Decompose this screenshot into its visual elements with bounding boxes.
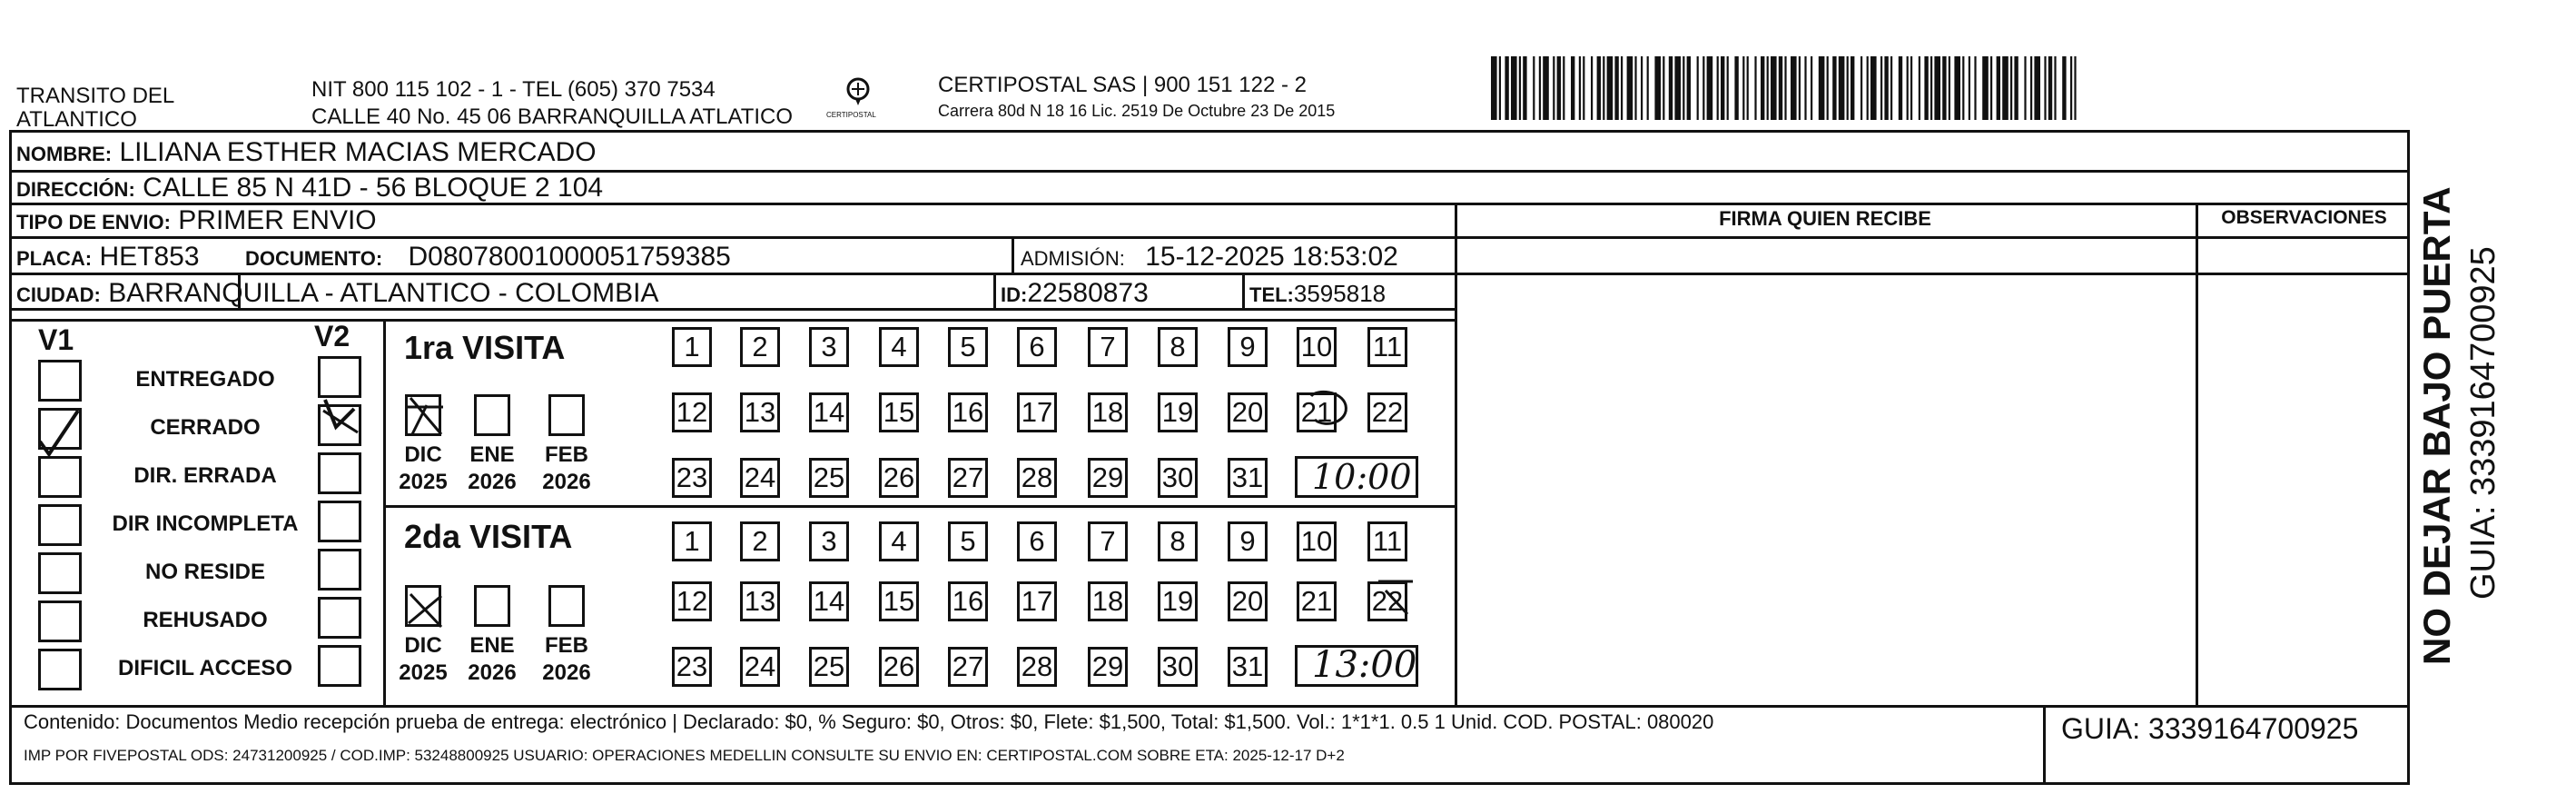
- first-visit-day-cell[interactable]: 1: [672, 327, 712, 367]
- row-line: [1455, 273, 2410, 275]
- first-visit-day-cell[interactable]: 16: [948, 392, 988, 432]
- barcode-bar: [2014, 56, 2018, 120]
- barcode-bar: [1703, 56, 1704, 120]
- signature-header: FIRMA QUIEN RECIBE: [1719, 207, 1931, 230]
- first-visit-day-cell[interactable]: 25: [809, 458, 849, 498]
- side-guia: GUIA: 3339164700925: [2464, 246, 2502, 600]
- barcode-bar: [1880, 56, 1882, 120]
- first-visit-day-cell[interactable]: 21: [1297, 392, 1337, 432]
- barcode-bar: [1511, 56, 1517, 120]
- type-label: TIPO DE ENVIO:: [16, 211, 171, 233]
- barcode-bar: [1847, 56, 1849, 120]
- status-reason-label: DIR. ERRADA: [133, 463, 277, 488]
- first-visit-day-cell[interactable]: 12: [672, 392, 712, 432]
- barcode-bar: [1491, 56, 1497, 120]
- v1-label: V1: [38, 323, 74, 356]
- second-visit-day-cell[interactable]: 31: [1228, 647, 1268, 687]
- second-visit-day-cell[interactable]: 1: [672, 521, 712, 561]
- barcode-bar: [1591, 56, 1593, 120]
- first-visit-day-cell[interactable]: 30: [1158, 458, 1198, 498]
- status-reason-label: DIFICIL ACCESO: [117, 656, 292, 680]
- first-visit-day-cell[interactable]: 5: [948, 327, 988, 367]
- first-visit-day-cell[interactable]: 10: [1297, 327, 1337, 367]
- col-line: [1455, 203, 1457, 705]
- first-visit-day-cell[interactable]: 17: [1017, 392, 1057, 432]
- second-visit-day-cell[interactable]: 23: [672, 647, 712, 687]
- barcode-bar: [1771, 56, 1777, 120]
- observations-header: OBSERVACIONES: [2221, 207, 2387, 228]
- barcode-bar: [1603, 56, 1604, 120]
- barcode-bar: [1791, 56, 1797, 120]
- barcode-bar: [1884, 56, 1888, 120]
- month-year: 2026: [468, 470, 517, 494]
- month-name: DIC: [404, 442, 442, 467]
- barcode-bar: [1997, 56, 2000, 120]
- recipient-address: CALLE 85 N 41D - 56 BLOQUE 2 104: [143, 173, 604, 203]
- first-visit-day-cell[interactable]: 27: [948, 458, 988, 498]
- tel-value: 3595818: [1293, 280, 1387, 307]
- second-visit-day-cell[interactable]: 25: [809, 647, 849, 687]
- barcode-bar: [2010, 56, 2012, 120]
- barcode-bar: [1505, 56, 1508, 120]
- first-visit-day-cell[interactable]: 3: [809, 327, 849, 367]
- id-value: 22580873: [1027, 278, 1149, 308]
- first-visit-day-cell[interactable]: 22: [1367, 392, 1407, 432]
- barcode-bar: [1851, 56, 1854, 120]
- first-visit-day-cell[interactable]: 7: [1088, 327, 1128, 367]
- city-value: BARRANQUILLA - ATLANTICO - COLOMBIA: [108, 278, 659, 308]
- barcode-bar: [1747, 56, 1749, 120]
- barcode-bar: [1784, 56, 1786, 120]
- barcode-bar: [1727, 56, 1729, 120]
- second-visit-day-cell[interactable]: 18: [1088, 581, 1128, 621]
- barcode-bar: [2002, 56, 2008, 120]
- barcode-bar: [2062, 56, 2066, 120]
- barcode-bar: [1553, 56, 1554, 120]
- barcode-bar: [1819, 56, 1825, 120]
- first-visit-day-cell[interactable]: 6: [1017, 327, 1057, 367]
- barcode-bar: [1674, 56, 1681, 120]
- tel-label: TEL:: [1249, 283, 1294, 306]
- footer-guia: GUIA: 3339164700925: [2061, 712, 2359, 745]
- first-visit-day-cell[interactable]: 20: [1228, 392, 1268, 432]
- issuer-line1: TRANSITO DEL: [16, 84, 175, 108]
- nit-line: NIT 800 115 102 - 1 - TEL (605) 370 7534: [311, 77, 716, 102]
- second-visit-day-cell[interactable]: 16: [948, 581, 988, 621]
- second-visit-day-cell[interactable]: 13: [740, 581, 780, 621]
- second-visit-day-cell[interactable]: 11: [1367, 521, 1407, 561]
- first-visit-day-cell[interactable]: 11: [1367, 327, 1407, 367]
- month-name: ENE: [469, 442, 515, 467]
- second-visit-day-cell[interactable]: 29: [1088, 647, 1128, 687]
- barcode-bar: [1614, 56, 1618, 120]
- barcode-bar: [1974, 56, 1976, 120]
- name-label: NOMBRE:: [16, 143, 113, 165]
- barcode-bar: [1543, 56, 1549, 120]
- barcode-bar: [1654, 56, 1661, 120]
- barcode-bar: [2054, 56, 2056, 120]
- first-visit-day-cell[interactable]: 15: [879, 392, 919, 432]
- barcode-bar: [2034, 56, 2040, 120]
- barcode-bar: [1811, 56, 1812, 120]
- license-line: Carrera 80d N 18 16 Lic. 2519 De Octubre 23 De 2015: [938, 102, 1336, 120]
- barcode-bar: [1942, 56, 1946, 120]
- barcode-bar: [1519, 56, 1521, 120]
- barcode-bar: [1734, 56, 1738, 120]
- barcode-bar: [1539, 56, 1541, 120]
- month-year: 2026: [542, 470, 591, 494]
- barcode-bar: [1627, 56, 1633, 120]
- barcode-bar: [1907, 56, 1909, 120]
- barcode-bar: [1583, 56, 1584, 120]
- second-visit-day-cell[interactable]: 17: [1017, 581, 1057, 621]
- id-label: ID:: [1001, 283, 1028, 306]
- barcode-bar: [1697, 56, 1699, 120]
- no-dejar-warning: NO DEJAR BAJO PUERTA: [2415, 186, 2458, 665]
- second-visit-day-cell[interactable]: 12: [672, 581, 712, 621]
- barcode-bar: [1969, 56, 1970, 120]
- address-line: CALLE 40 No. 45 06 BARRANQUILLA ATLATICO: [311, 104, 794, 129]
- month-name: DIC: [404, 633, 442, 658]
- courier-line: CERTIPOSTAL SAS | 900 151 122 - 2: [938, 73, 1307, 97]
- first-visit-day-cell[interactable]: 24: [740, 458, 780, 498]
- second-visit-day-cell[interactable]: 20: [1228, 581, 1268, 621]
- status-reason-label: REHUSADO: [143, 608, 268, 632]
- barcode-bar: [1924, 56, 1928, 120]
- document-label: DOCUMENTO:: [245, 247, 383, 270]
- month-year: 2025: [399, 660, 448, 685]
- barcode-bar: [2024, 56, 2026, 120]
- col-line: [2196, 203, 2198, 705]
- first-visit-day-cell[interactable]: 29: [1088, 458, 1128, 498]
- second-visit-day-cell[interactable]: 21: [1297, 581, 1337, 621]
- first-visit-day-cell[interactable]: 14: [809, 392, 849, 432]
- barcode-bar: [1663, 56, 1664, 120]
- barcode-bar: [1571, 56, 1574, 120]
- barcode-bar: [1742, 56, 1744, 120]
- plate-value: HET853: [99, 242, 200, 272]
- status-reason-label: DIR INCOMPLETA: [112, 511, 299, 536]
- month-name: ENE: [469, 633, 515, 658]
- barcode-bar: [1832, 56, 1836, 120]
- v2-label: V2: [314, 320, 350, 352]
- first-visit-title: 1ra VISITA: [404, 329, 566, 366]
- barcode-bar: [1804, 56, 1806, 120]
- second-visit-day-cell[interactable]: 6: [1017, 521, 1057, 561]
- address-label: DIRECCIÓN:: [16, 178, 135, 201]
- imp-line: IMP POR FIVEPOSTAL ODS: 24731200925 / COD.IMP: 53248800925 USUARIO: OPERACIONES MEDELLIN CONSULTE SU ENVIO EN: CERTIPOSTAL.COM SOBRE ETA: 2025-12-17 D+2: [24, 747, 1345, 764]
- issuer-line2: ATLANTICO: [16, 107, 137, 132]
- barcode-bar: [1621, 56, 1623, 120]
- first-visit-day-cell[interactable]: 26: [879, 458, 919, 498]
- barcode-bar: [1683, 56, 1684, 120]
- barcode-bar: [1930, 56, 1932, 120]
- first-visit-day-cell[interactable]: 31: [1228, 458, 1268, 498]
- second-visit-day-cell[interactable]: 9: [1228, 521, 1268, 561]
- first-visit-day-cell[interactable]: 19: [1158, 392, 1198, 432]
- first-visit-day-cell[interactable]: 13: [740, 392, 780, 432]
- barcode-bar: [1867, 56, 1869, 120]
- row-line: [9, 705, 2410, 708]
- second-visit-day-cell[interactable]: 22: [1367, 581, 1407, 621]
- barcode-bar: [1799, 56, 1801, 120]
- barcode-bar: [1761, 56, 1764, 120]
- recipient-name: LILIANA ESTHER MACIAS MERCADO: [119, 137, 597, 167]
- barcode-bar: [1910, 56, 1912, 120]
- city-label: CIUDAD:: [16, 283, 101, 306]
- barcode-bar: [2074, 56, 2076, 120]
- plate-label: PLACA:: [16, 247, 93, 270]
- second-visit-title: 2da VISITA: [404, 518, 573, 555]
- barcode-bar: [1754, 56, 1756, 120]
- admission-label: ADMISIÓN:: [1021, 247, 1125, 270]
- second-visit-day-cell[interactable]: 7: [1088, 521, 1128, 561]
- barcode-bar: [1717, 56, 1719, 120]
- barcode-bar: [1934, 56, 1940, 120]
- barcode-bar: [1634, 56, 1636, 120]
- status-reason-label: CERRADO: [150, 415, 261, 440]
- barcode-bar: [1579, 56, 1581, 120]
- first-visit-day-cell[interactable]: 23: [672, 458, 712, 498]
- second-visit-day-cell[interactable]: 15: [879, 581, 919, 621]
- barcode-bar: [2044, 56, 2046, 120]
- status-reason-label: NO RESIDE: [144, 560, 266, 584]
- barcode-bar: [2070, 56, 2072, 120]
- barcode-bar: [1767, 56, 1769, 120]
- barcode-bar: [1779, 56, 1782, 120]
- barcode-bar: [1982, 56, 1989, 120]
- second-visit-day-cell[interactable]: 3: [809, 521, 849, 561]
- barcode-bar: [1669, 56, 1673, 120]
- second-visit-day-cell[interactable]: 27: [948, 647, 988, 687]
- barcode-bar: [1990, 56, 1992, 120]
- barcode-bar: [1687, 56, 1691, 120]
- barcode-bar: [1721, 56, 1724, 120]
- barcode-bar: [1557, 56, 1561, 120]
- content-line: Contenido: Documentos Medio recepción prueba de entrega: electrónico | Declarado: $0, % Seguro: $0, Otros: $0, Flete: $1,500, Total: $1,500. Vol.: 1*1*1. 0.5 1 Unid. COD. POSTAL: 080020: [24, 710, 1714, 733]
- second-visit-day-cell[interactable]: 8: [1158, 521, 1198, 561]
- second-visit-day-cell[interactable]: 14: [809, 581, 849, 621]
- barcode-bar: [1949, 56, 1950, 120]
- col-line: [2043, 705, 2046, 785]
- first-visit-day-cell[interactable]: 4: [879, 327, 919, 367]
- barcode-bar: [1707, 56, 1713, 120]
- month-name: FEB: [545, 633, 588, 658]
- barcode-bar: [1962, 56, 1964, 120]
- second-visit-day-cell[interactable]: 5: [948, 521, 988, 561]
- barcode-bar: [1954, 56, 1960, 120]
- first-visit-day-cell[interactable]: 2: [740, 327, 780, 367]
- second-visit-day-cell[interactable]: 24: [740, 647, 780, 687]
- first-visit-day-cell[interactable]: 28: [1017, 458, 1057, 498]
- barcode-bar: [1870, 56, 1877, 120]
- logo-text: CERTIPOSTAL: [826, 111, 876, 119]
- barcode-bar: [2048, 56, 2052, 120]
- month-year: 2026: [542, 660, 591, 685]
- barcode-bar: [1533, 56, 1535, 120]
- barcode-bar: [1523, 56, 1526, 120]
- month-name: FEB: [545, 442, 588, 467]
- second-visit-day-cell[interactable]: 30: [1158, 647, 1198, 687]
- second-visit-day-cell[interactable]: 28: [1017, 647, 1057, 687]
- barcode-bar: [1641, 56, 1643, 120]
- barcode-bar: [1607, 56, 1614, 120]
- first-visit-day-cell[interactable]: 8: [1158, 327, 1198, 367]
- second-visit-day-cell[interactable]: 26: [879, 647, 919, 687]
- barcode-bar: [1890, 56, 1892, 120]
- barcode-bar: [1563, 56, 1564, 120]
- first-visit-time: 10:00: [1312, 457, 1412, 497]
- first-visit-day-cell[interactable]: 18: [1088, 392, 1128, 432]
- second-visit-day-cell[interactable]: 10: [1297, 521, 1337, 561]
- second-visit-day-cell[interactable]: 4: [879, 521, 919, 561]
- second-visit-time: 13:00: [1312, 644, 1417, 686]
- first-visit-day-cell[interactable]: 9: [1228, 327, 1268, 367]
- month-year: 2025: [399, 470, 448, 494]
- second-visit-day-cell[interactable]: 19: [1158, 581, 1198, 621]
- barcode-bar: [1919, 56, 1920, 120]
- shipment-type: PRIMER ENVIO: [178, 205, 377, 235]
- document-value: D08078001000051759385: [408, 242, 731, 272]
- barcode-bar: [1839, 56, 1845, 120]
- barcode: [1491, 56, 2081, 120]
- second-visit-day-cell[interactable]: 2: [740, 521, 780, 561]
- barcode-bar: [1899, 56, 1902, 120]
- barcode-bar: [1860, 56, 1862, 120]
- barcode-bar: [1499, 56, 1501, 120]
- barcode-bar: [1647, 56, 1649, 120]
- status-reason-label: ENTREGADO: [135, 367, 275, 392]
- barcode-bar: [2030, 56, 2032, 120]
- admission-value: 15-12-2025 18:53:02: [1145, 242, 1398, 272]
- barcode-bar: [1827, 56, 1829, 120]
- barcode-bar: [1597, 56, 1601, 120]
- month-year: 2026: [468, 660, 517, 685]
